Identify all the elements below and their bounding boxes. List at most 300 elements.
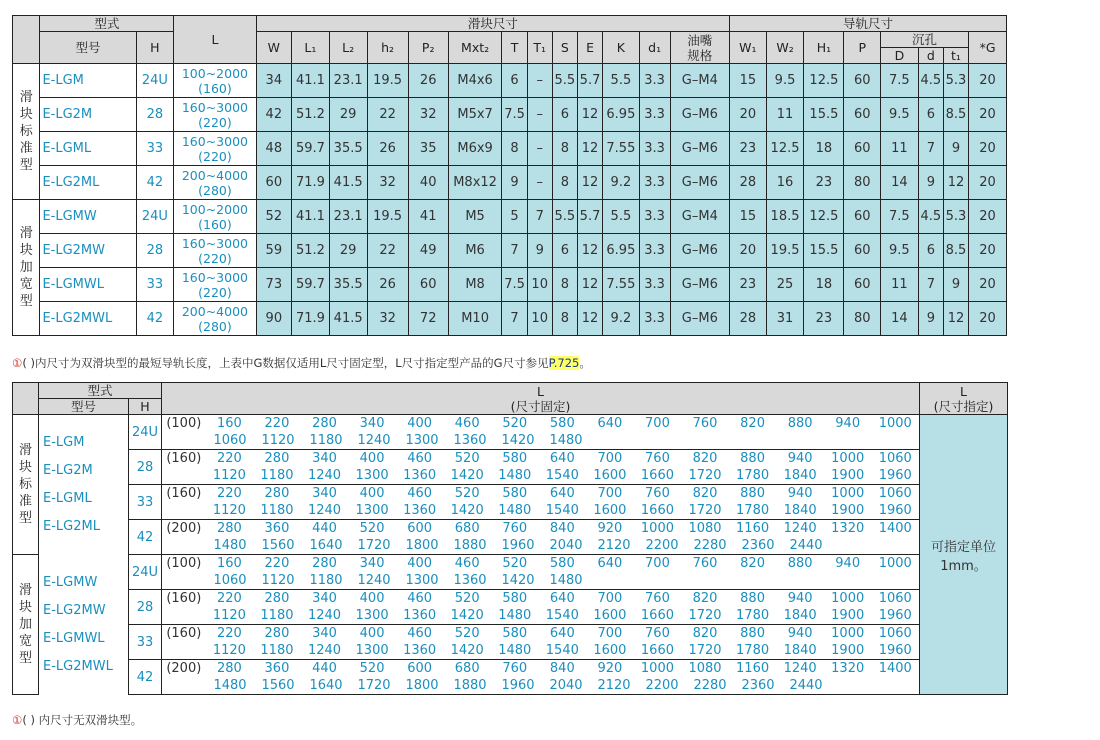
model-cell: E-LG2M: [40, 98, 136, 132]
table2-note: [12, 712, 142, 728]
length-value: 940: [787, 486, 813, 501]
length-value: 520: [359, 521, 385, 536]
length-value: 1480: [498, 643, 532, 658]
type-group-header: 型式: [39, 383, 162, 399]
value-cell: 6: [552, 98, 577, 132]
value-cell: 5.3: [943, 200, 968, 234]
value-cell: –: [527, 64, 552, 98]
value-cell: 59: [256, 234, 291, 268]
table-row: [13, 450, 1008, 485]
model-list: [39, 415, 129, 555]
value-cell: 26: [367, 132, 408, 166]
value-cell: G–M6: [670, 268, 730, 302]
value-cell: 52: [256, 200, 291, 234]
value-cell: 7: [502, 234, 527, 268]
length-value: 280: [264, 451, 290, 466]
l-min-double: (160): [198, 216, 232, 232]
value-cell: M4x6: [448, 64, 502, 98]
length-value: 340: [359, 416, 385, 431]
cb-col-header: t₁: [943, 48, 968, 64]
value-cell: 35.5: [329, 132, 367, 166]
length-value: 1840: [783, 608, 817, 623]
length-value: 1080: [688, 521, 722, 536]
h-header: H: [136, 32, 174, 64]
length-value: 700: [597, 486, 623, 501]
value-cell: 15.5: [804, 98, 844, 132]
length-value: 580: [502, 486, 528, 501]
length-value: 940: [787, 626, 813, 641]
value-cell: 29: [329, 234, 367, 268]
h-header: H: [129, 399, 162, 415]
length-value: 160: [216, 556, 242, 571]
value-cell: 90: [256, 302, 291, 336]
indent: [162, 572, 206, 589]
value-cell: 41.1: [292, 64, 330, 98]
value-cell: 12: [943, 166, 968, 200]
value-cell: 10: [527, 302, 552, 336]
value-cell: 60: [408, 268, 448, 302]
counterbore-header: 沉孔: [881, 32, 969, 48]
length-value: 2280: [693, 538, 727, 553]
length-value: 680: [454, 521, 480, 536]
length-line: [162, 520, 919, 537]
length-value: 1000: [831, 591, 865, 606]
value-cell: 60: [844, 200, 881, 234]
length-value: 1000: [878, 416, 912, 431]
length-value: 1240: [357, 573, 391, 588]
value-cell: 16: [766, 166, 804, 200]
value-cell: 18.5: [766, 200, 804, 234]
length-value: 1600: [593, 643, 627, 658]
model-cell: E-LGML: [40, 132, 136, 166]
length-value: 760: [692, 416, 718, 431]
table-row: [13, 302, 1007, 336]
length-value: 1720: [357, 538, 391, 553]
model-cell: E-LGMWL: [43, 630, 105, 646]
rail-col-header: H₁: [804, 32, 844, 64]
value-cell: 60: [844, 234, 881, 268]
h-cell: 42: [136, 302, 174, 336]
value-cell: M6x9: [448, 132, 502, 166]
value-cell: 12: [577, 132, 602, 166]
length-value: 360: [264, 661, 290, 676]
h-cell: 24U: [129, 555, 162, 590]
model-cell: E-LG2ML: [43, 518, 100, 534]
length-table: [12, 382, 1008, 695]
length-value: 220: [264, 556, 290, 571]
l-min-double: (220): [198, 148, 232, 164]
value-cell: 9: [943, 268, 968, 302]
length-line: [162, 555, 919, 572]
length-value: 440: [312, 661, 337, 676]
length-value: 1240: [307, 643, 342, 658]
length-value: 1240: [357, 433, 391, 448]
length-value: 820: [692, 591, 718, 606]
value-cell: 48: [256, 132, 291, 166]
col-header: W: [256, 32, 291, 64]
length-value: 1660: [640, 503, 674, 518]
h-cell: 42: [129, 660, 162, 695]
length-value: 1000: [831, 486, 865, 501]
length-value: 1420: [450, 468, 484, 483]
length-value: 1160: [736, 661, 770, 676]
l-range-cell: [174, 200, 256, 234]
col-header: Mxt₂: [448, 32, 502, 64]
value-cell: 12.5: [804, 200, 844, 234]
length-value: 1600: [593, 503, 627, 518]
rail-dims-header: 导轨尺寸: [730, 16, 1007, 32]
indent: [162, 502, 206, 519]
length-value: 520: [454, 626, 480, 641]
value-cell: 6: [918, 98, 943, 132]
h-cell: 28: [129, 450, 162, 485]
length-value: 1180: [260, 468, 294, 483]
length-value: 1660: [640, 468, 674, 483]
model-cell: E-LGMW: [43, 574, 98, 590]
value-cell: 32: [367, 166, 408, 200]
length-value: 820: [692, 486, 718, 501]
value-cell: 6: [502, 64, 527, 98]
length-values: [162, 590, 920, 625]
value-cell: 15: [730, 64, 767, 98]
col-header: L₂: [329, 32, 367, 64]
value-cell: M8: [448, 268, 502, 302]
l-range-cell: [174, 166, 256, 200]
length-value: 580: [502, 591, 528, 606]
length-value: 840: [549, 521, 575, 536]
min-length-paren: (160): [166, 626, 202, 641]
length-value: 2440: [789, 538, 823, 553]
g-header: *G: [969, 32, 1007, 64]
length-value: 1420: [501, 573, 535, 588]
value-cell: 22: [367, 234, 408, 268]
length-value: 1800: [405, 538, 439, 553]
value-cell: 7.5: [881, 200, 919, 234]
length-value: 400: [359, 451, 385, 466]
value-cell: 12: [577, 166, 602, 200]
rail-col-header: W₁: [730, 32, 767, 64]
length-line: [162, 572, 919, 589]
length-value: 280: [264, 591, 290, 606]
length-value: 2040: [549, 538, 583, 553]
length-value: 880: [740, 591, 765, 606]
note-end: 。: [579, 356, 591, 370]
length-value: 1960: [878, 643, 912, 658]
l-header: L: [537, 383, 544, 399]
length-line: [162, 415, 919, 432]
col-header: T₁: [527, 32, 552, 64]
indent: [162, 642, 206, 659]
length-value: 640: [549, 486, 575, 501]
dimension-table: [12, 15, 1007, 336]
value-cell: G–M6: [670, 166, 730, 200]
value-cell: M10: [448, 302, 502, 336]
length-value: 640: [549, 591, 575, 606]
length-value: 520: [454, 486, 480, 501]
value-cell: 5.7: [577, 200, 602, 234]
value-cell: 18: [804, 268, 844, 302]
l-range: 160~3000: [181, 235, 248, 251]
length-value: 1300: [405, 573, 439, 588]
value-cell: 23: [730, 268, 767, 302]
value-cell: 9: [918, 302, 943, 336]
value-cell: 32: [408, 98, 448, 132]
length-value: 280: [264, 486, 290, 501]
l-range-cell: [174, 268, 256, 302]
value-cell: 23.1: [329, 64, 367, 98]
length-value: 280: [264, 626, 290, 641]
group-label: 滑 块 标 准 型: [13, 64, 40, 200]
value-cell: G–M6: [670, 98, 730, 132]
col-header: P₂: [408, 32, 448, 64]
note-text: ( )内尺寸为双滑块型的最短导轨长度，上表中G数据仅适用L尺寸固定型，L尺寸指定型产品的G尺寸参见: [22, 356, 549, 370]
length-value: 580: [549, 416, 575, 431]
length-value: 2360: [741, 538, 775, 553]
value-cell: 25: [766, 268, 804, 302]
length-value: 1180: [260, 608, 294, 623]
length-value: 1960: [878, 608, 912, 623]
length-values: [162, 555, 920, 590]
length-value: 1000: [640, 521, 674, 536]
value-cell: 26: [367, 268, 408, 302]
length-value: 1360: [453, 573, 487, 588]
length-value: 1060: [878, 486, 912, 501]
value-cell: 8.5: [943, 98, 968, 132]
table-row: [13, 520, 1008, 555]
length-value: 1420: [450, 503, 484, 518]
length-value: 1780: [736, 608, 770, 623]
length-value: 1960: [878, 468, 912, 483]
value-cell: 9: [527, 234, 552, 268]
value-cell: 9.5: [881, 234, 919, 268]
l-range-cell: [174, 234, 256, 268]
length-value: 880: [787, 556, 813, 571]
value-cell: 5.5: [552, 64, 577, 98]
length-value: 1660: [640, 608, 674, 623]
value-cell: 20: [969, 64, 1007, 98]
value-cell: 18: [804, 132, 844, 166]
length-value: 1720: [688, 643, 722, 658]
length-value: 1120: [212, 503, 246, 518]
value-cell: 11: [766, 98, 804, 132]
value-cell: 5.5: [552, 200, 577, 234]
value-cell: 41: [408, 200, 448, 234]
length-value: 880: [787, 416, 813, 431]
h-cell: 42: [136, 166, 174, 200]
value-cell: 5.5: [603, 64, 640, 98]
length-value: 820: [692, 626, 718, 641]
table-row: [13, 415, 1008, 450]
length-value: 1060: [213, 573, 247, 588]
length-value: 1900: [831, 643, 865, 658]
value-cell: 8: [552, 268, 577, 302]
value-cell: 72: [408, 302, 448, 336]
model-cell: E-LG2MW: [43, 602, 106, 618]
l-spec-header: [920, 383, 1008, 415]
value-cell: G–M6: [670, 302, 730, 336]
length-value: 1360: [453, 433, 487, 448]
value-cell: 14: [881, 302, 919, 336]
value-cell: 9: [918, 166, 943, 200]
value-cell: 23: [804, 302, 844, 336]
value-cell: 31: [766, 302, 804, 336]
value-cell: 3.3: [639, 268, 670, 302]
length-value: 460: [407, 591, 433, 606]
value-cell: M5: [448, 200, 502, 234]
value-cell: 6: [552, 234, 577, 268]
length-value: 520: [502, 556, 528, 571]
col-header: E: [577, 32, 602, 64]
value-cell: 8: [552, 132, 577, 166]
length-value: 1840: [783, 643, 817, 658]
value-cell: 19.5: [367, 64, 408, 98]
note-text: ( ) 内尺寸无双滑块型。: [22, 713, 143, 727]
value-cell: 35.5: [329, 268, 367, 302]
length-value: 1900: [831, 608, 865, 623]
value-cell: M6: [448, 234, 502, 268]
l-range: 100~2000: [181, 201, 248, 217]
min-length-paren: (200): [166, 661, 202, 676]
length-value: 640: [597, 556, 623, 571]
length-line: [162, 590, 919, 607]
value-cell: 51.2: [292, 98, 330, 132]
value-cell: 3.3: [639, 200, 670, 234]
value-cell: 6.95: [603, 98, 640, 132]
table-row: [13, 64, 1007, 98]
length-value: 220: [216, 451, 242, 466]
table-row: [13, 268, 1007, 302]
value-cell: 40: [408, 166, 448, 200]
length-value: 1560: [261, 538, 295, 553]
value-cell: 3.3: [639, 234, 670, 268]
length-value: 1420: [450, 608, 484, 623]
length-value: 520: [502, 416, 528, 431]
length-value: 920: [597, 521, 623, 536]
l-fixed-sub: (尺寸固定): [510, 398, 571, 414]
value-cell: 7.5: [502, 268, 527, 302]
value-cell: 14: [881, 166, 919, 200]
value-cell: G–M6: [670, 132, 730, 166]
h-cell: 42: [129, 520, 162, 555]
length-value: 1540: [545, 503, 579, 518]
length-value: 760: [645, 626, 670, 641]
value-cell: 34: [256, 64, 291, 98]
length-value: 1320: [831, 661, 865, 676]
length-value: 1780: [736, 503, 770, 518]
length-value: 220: [216, 591, 242, 606]
l-min-double: (280): [198, 318, 232, 334]
indent: [162, 537, 206, 554]
length-value: 400: [407, 416, 433, 431]
indent: [162, 432, 206, 449]
value-cell: 59.7: [292, 132, 330, 166]
value-cell: 7.55: [603, 132, 640, 166]
value-cell: 80: [844, 302, 881, 336]
length-value: 1000: [831, 451, 865, 466]
length-value: 520: [454, 591, 480, 606]
length-value: 1240: [307, 468, 342, 483]
value-cell: 28: [730, 166, 767, 200]
value-cell: 20: [969, 98, 1007, 132]
length-value: 400: [359, 591, 385, 606]
indent: [162, 677, 206, 694]
value-cell: 12: [943, 302, 968, 336]
model-cell: E-LGMWL: [40, 268, 136, 302]
value-cell: 20: [730, 234, 767, 268]
value-cell: 8: [552, 302, 577, 336]
length-value: 2280: [693, 678, 727, 693]
value-cell: 3.3: [639, 302, 670, 336]
value-cell: 9.5: [881, 98, 919, 132]
value-cell: 12: [577, 234, 602, 268]
l-fixed-header: [162, 383, 920, 415]
l-range: 160~3000: [181, 133, 248, 149]
value-cell: 7.5: [881, 64, 919, 98]
length-value: 640: [597, 416, 623, 431]
l-min-double: (280): [198, 182, 232, 198]
length-value: 1060: [878, 591, 912, 606]
length-value: 940: [787, 591, 813, 606]
h-cell: 28: [136, 98, 174, 132]
l-range: 200~4000: [181, 167, 248, 183]
length-value: 580: [502, 451, 528, 466]
value-cell: 20: [969, 132, 1007, 166]
length-line: [162, 625, 919, 642]
length-line: [162, 660, 919, 677]
length-value: 460: [454, 416, 480, 431]
value-cell: 60: [844, 268, 881, 302]
value-cell: M8x12: [448, 166, 502, 200]
indent: [162, 467, 206, 484]
length-value: 340: [312, 486, 337, 501]
note-mark-icon: ①: [12, 713, 23, 727]
length-value: 2120: [597, 538, 631, 553]
length-value: 1300: [355, 643, 389, 658]
value-cell: 20: [969, 166, 1007, 200]
value-cell: 6: [918, 234, 943, 268]
col-header: d₁: [639, 32, 670, 64]
length-value: 1160: [736, 521, 770, 536]
length-value: 220: [216, 626, 242, 641]
group-label: 滑 块 标 准 型: [13, 415, 39, 555]
value-cell: 7.5: [502, 98, 527, 132]
note-mark-icon: ①: [12, 356, 23, 370]
length-value: 440: [312, 521, 337, 536]
length-line: [162, 502, 919, 519]
length-value: 1180: [309, 433, 343, 448]
value-cell: 22: [367, 98, 408, 132]
l-range-cell: [174, 98, 256, 132]
l-range-cell: [174, 302, 256, 336]
length-line: [162, 450, 919, 467]
table1-note: [12, 355, 591, 371]
value-cell: 20: [969, 302, 1007, 336]
value-cell: 8.5: [943, 234, 968, 268]
length-value: 1480: [498, 468, 532, 483]
length-values: [162, 520, 920, 555]
l-range: 200~4000: [181, 303, 248, 319]
length-value: 1300: [355, 608, 389, 623]
value-cell: 11: [881, 268, 919, 302]
value-cell: M5x7: [448, 98, 502, 132]
model-header: 型号: [40, 32, 136, 64]
page-ref-link[interactable]: P.725: [548, 356, 580, 370]
model-cell: E-LGM: [40, 64, 136, 98]
value-cell: 3.3: [639, 98, 670, 132]
length-value: 1240: [307, 503, 342, 518]
l-spec-sub: (尺寸指定): [933, 398, 994, 414]
value-cell: 4.5: [918, 64, 943, 98]
